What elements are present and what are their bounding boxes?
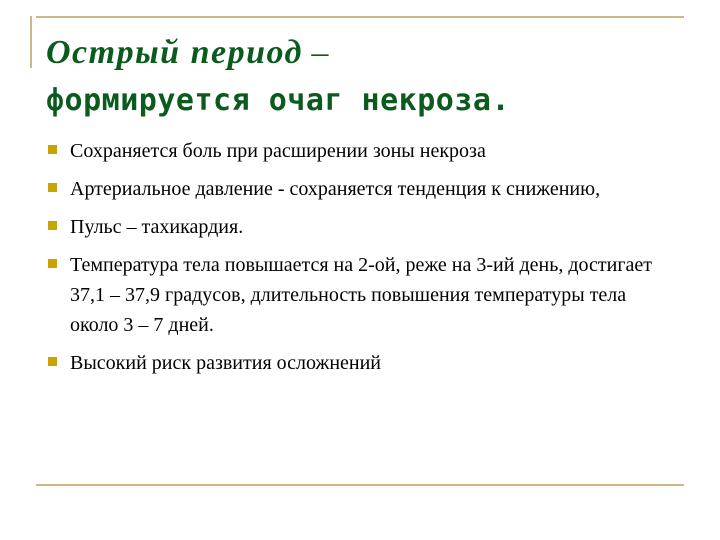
square-bullet-icon: [48, 221, 57, 230]
square-bullet-icon: [48, 183, 57, 192]
bullet-item: [48, 212, 668, 242]
square-bullet-icon: [48, 145, 57, 154]
bullet-list: [48, 136, 668, 386]
title-dash: –: [302, 34, 329, 71]
left-divider: [30, 16, 32, 68]
bullet-item: [48, 136, 668, 166]
title-subline: формируется очаг некроза.: [46, 83, 511, 118]
bullet-item: [48, 348, 668, 378]
title-emphasis: Острый период: [46, 34, 303, 71]
top-divider: [36, 16, 684, 18]
bullet-text: Температура тела повышается на 2-ой, реже на 3-ий день, достигает 37,1 – 37,9 градусов, длительность повышения температуры тела около 3 – 7 дней.: [70, 254, 653, 336]
bullet-text: Артериальное давление - сохраняется тенденция к снижению,: [70, 178, 601, 200]
bullet-text: Пульс – тахикардия.: [70, 216, 244, 238]
square-bullet-icon: [48, 259, 57, 268]
bullet-item: [48, 250, 668, 340]
bullet-item: [48, 174, 668, 204]
square-bullet-icon: [48, 357, 57, 366]
bullet-text: Сохраняется боль при расширении зоны некроза: [70, 140, 486, 162]
bottom-divider: [36, 484, 684, 486]
bullet-text: Высокий риск развития осложнений: [70, 352, 382, 374]
slide-title: [46, 30, 686, 124]
